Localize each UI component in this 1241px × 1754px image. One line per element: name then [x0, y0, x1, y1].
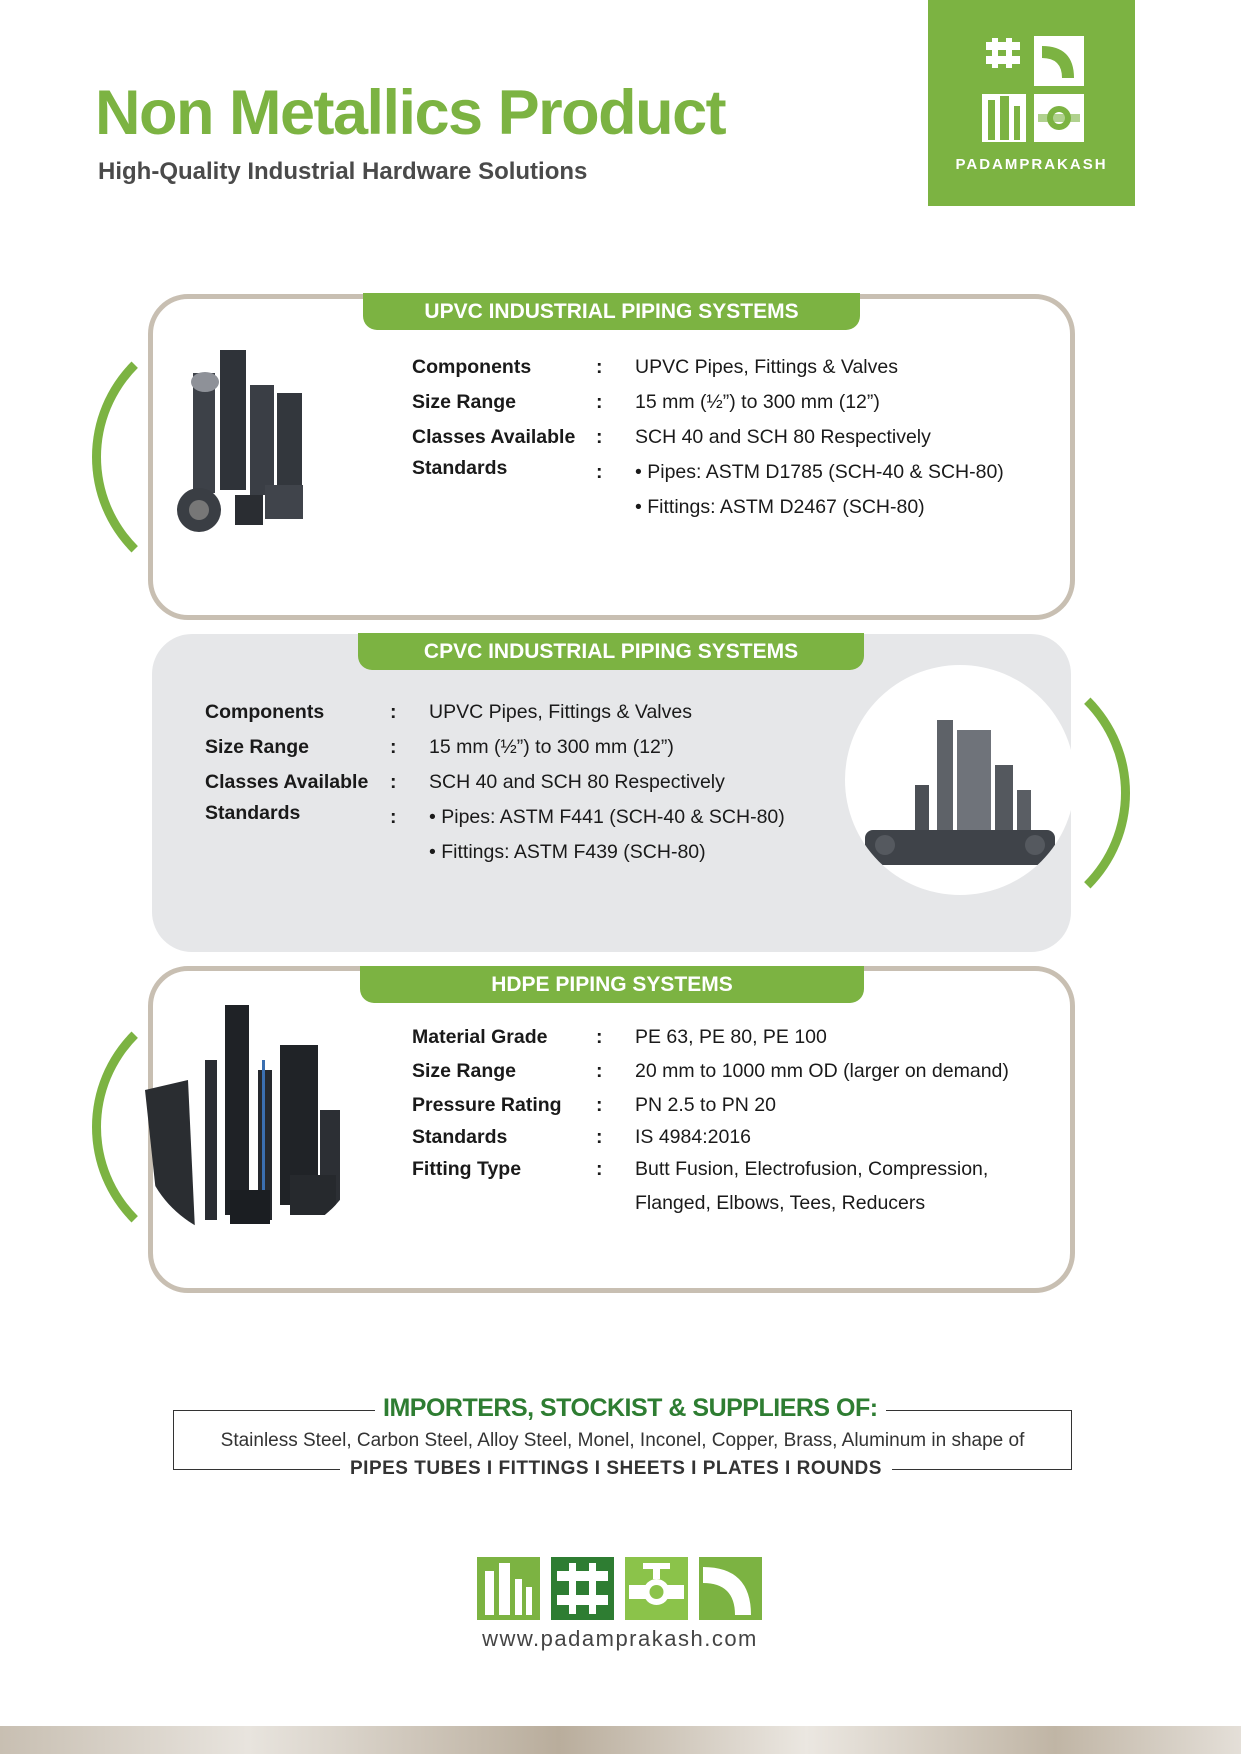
spec-label: Classes Available: [205, 771, 369, 793]
flange-fitting-icon: [551, 1557, 614, 1620]
padam-prakash-logo-icon: [978, 36, 1086, 144]
spec-value: 15 mm (½”) to 300 mm (12”): [429, 736, 674, 758]
spec-label: Material Grade: [412, 1026, 548, 1048]
spec-label: Size Range: [205, 736, 310, 758]
spec-label: Pressure Rating: [412, 1094, 562, 1116]
hdpe-pipes-illustration: [140, 1000, 365, 1240]
cpvc-spec-list: [205, 701, 825, 876]
spec-label: Classes Available: [412, 426, 576, 448]
spec-value: UPVC Pipes, Fittings & Valves: [635, 356, 898, 378]
spec-value: IS 4984:2016: [635, 1126, 752, 1148]
spec-separator: :: [596, 1158, 603, 1180]
spec-label: Components: [205, 701, 325, 723]
spec-label: Fitting Type: [412, 1158, 522, 1180]
spec-row: [412, 1094, 1072, 1126]
upvc-spec-list: [412, 356, 1052, 531]
website-link[interactable]: www.padamprakash.com: [482, 1626, 758, 1651]
spec-separator: :: [596, 1060, 603, 1082]
upvc-pipes-photo: [165, 345, 315, 545]
spec-separator: :: [596, 426, 603, 448]
spec-row: [412, 496, 1052, 531]
valve-icon: [625, 1557, 688, 1620]
spec-value: 15 mm (½”) to 300 mm (12”): [635, 391, 880, 413]
spec-separator: :: [596, 1094, 603, 1116]
spec-label: Standards: [412, 1126, 508, 1148]
spec-row: [412, 1158, 1072, 1192]
spec-separator: :: [596, 356, 603, 378]
spec-separator: :: [596, 1026, 603, 1048]
spec-separator: :: [390, 736, 397, 758]
spec-value: • Pipes: ASTM D1785 (SCH-40 & SCH-80): [635, 461, 1004, 483]
spec-row: [412, 1026, 1072, 1060]
cpvc-pipes-illustration: [845, 665, 1075, 895]
spec-value: SCH 40 and SCH 80 Respectively: [635, 426, 931, 448]
bottom-gradient-bar: [0, 1726, 1241, 1754]
spec-row: [412, 1126, 1072, 1158]
spec-row: [412, 457, 1052, 496]
spec-row: [205, 841, 825, 876]
spec-label: Size Range: [412, 1060, 517, 1082]
suppliers-heading: IMPORTERS, STOCKIST & SUPPLIERS OF:: [375, 1394, 886, 1423]
spec-value: PN 2.5 to PN 20: [635, 1094, 776, 1116]
spec-label: Size Range: [412, 391, 517, 413]
spec-row: [412, 426, 1052, 461]
spec-value: • Pipes: ASTM F441 (SCH-40 & SCH-80): [429, 806, 785, 828]
spec-row: [412, 391, 1052, 426]
spec-value: Flanged, Elbows, Tees, Reducers: [635, 1192, 926, 1214]
spec-separator: :: [390, 806, 397, 828]
hdpe-section-title: HDPE PIPING SYSTEMS: [360, 966, 864, 1003]
spec-value: PE 63, PE 80, PE 100: [635, 1026, 827, 1048]
spec-separator: :: [390, 771, 397, 793]
spec-row: [205, 736, 825, 771]
product-shapes-text: PIPES TUBES I FITTINGS I SHEETS I PLATES I ROUNDS: [340, 1458, 892, 1480]
brand-name: PADAMPRAKASH: [955, 156, 1108, 173]
upvc-section-title: UPVC INDUSTRIAL PIPING SYSTEMS: [363, 293, 860, 330]
spec-row: [205, 802, 825, 841]
spec-label: Standards: [412, 457, 508, 479]
spec-row: [412, 1192, 1072, 1226]
spec-value: UPVC Pipes, Fittings & Valves: [429, 701, 692, 723]
cpvc-section-title: CPVC INDUSTRIAL PIPING SYSTEMS: [358, 633, 864, 670]
spec-separator: :: [596, 1126, 603, 1148]
spec-value: • Fittings: ASTM D2467 (SCH-80): [635, 496, 925, 518]
hdpe-spec-list: [412, 1026, 1072, 1226]
spec-row: [412, 1060, 1072, 1094]
cpvc-pipes-photo: [845, 665, 1075, 895]
spec-separator: :: [596, 391, 603, 413]
materials-text: Stainless Steel, Carbon Steel, Alloy Steel, Monel, Inconel, Copper, Brass, Aluminum in shape of: [220, 1430, 1025, 1451]
spec-separator: :: [390, 701, 397, 723]
spec-value: 20 mm to 1000 mm OD (larger on demand): [635, 1060, 1009, 1082]
spec-value: • Fittings: ASTM F439 (SCH-80): [429, 841, 706, 863]
spec-label: Components: [412, 356, 532, 378]
page-title: Non Metallics Product: [95, 78, 726, 148]
spec-row: [205, 701, 825, 736]
page-subtitle: High-Quality Industrial Hardware Solutions: [98, 158, 588, 185]
elbow-pipe-icon: [699, 1557, 762, 1620]
pipes-icon: [477, 1557, 540, 1620]
spec-row: [412, 356, 1052, 391]
spec-value: Butt Fusion, Electrofusion, Compression,: [635, 1158, 989, 1180]
hdpe-pipes-photo: [140, 1000, 365, 1240]
spec-value: SCH 40 and SCH 80 Respectively: [429, 771, 725, 793]
brand-logo: [928, 0, 1135, 206]
spec-separator: :: [596, 461, 603, 483]
spec-label: Standards: [205, 802, 301, 824]
spec-row: [205, 771, 825, 806]
